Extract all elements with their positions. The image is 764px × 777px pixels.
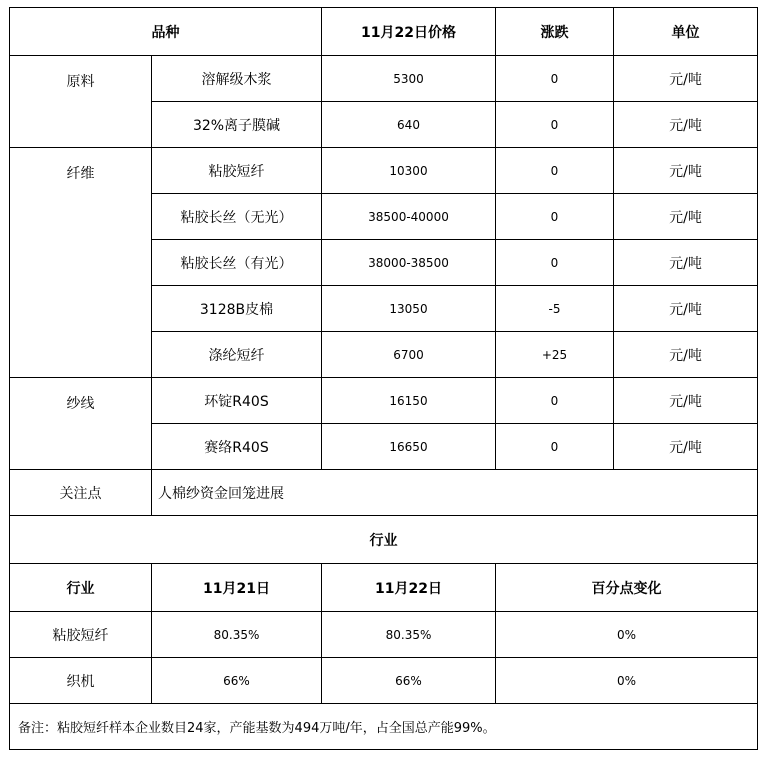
change-value: -5	[496, 286, 614, 332]
price-table	[9, 7, 758, 750]
price-value: 38000-38500	[322, 240, 496, 286]
industry-name: 织机	[10, 658, 152, 704]
product-name: 3128B皮棉	[152, 286, 322, 332]
table-row	[10, 56, 758, 102]
focus-row	[10, 470, 758, 516]
header-variety: 品种	[10, 8, 322, 56]
rate-nov22: 80.35%	[322, 612, 496, 658]
product-name: 环锭R40S	[152, 378, 322, 424]
note-text: 备注：粘胶短纤样本企业数目24家，产能基数为494万吨/年，占全国总产能99%。	[10, 704, 758, 750]
change-value: 0	[496, 56, 614, 102]
product-name: 32%离子膜碱	[152, 102, 322, 148]
unit-value: 元/吨	[614, 194, 758, 240]
unit-value: 元/吨	[614, 148, 758, 194]
change-value: +25	[496, 332, 614, 378]
header-unit: 单位	[614, 8, 758, 56]
table-row	[10, 612, 758, 658]
header-nov21: 11月21日	[152, 564, 322, 612]
industry-title-row	[10, 516, 758, 564]
product-name: 粘胶长丝（有光）	[152, 240, 322, 286]
change-value: 0	[496, 378, 614, 424]
header-industry: 行业	[10, 564, 152, 612]
table-row	[10, 148, 758, 194]
change-value: 0	[496, 148, 614, 194]
rate-nov22: 66%	[322, 658, 496, 704]
price-value: 16650	[322, 424, 496, 470]
table-row	[10, 378, 758, 424]
rate-nov21: 80.35%	[152, 612, 322, 658]
unit-value: 元/吨	[614, 286, 758, 332]
change-value: 0	[496, 102, 614, 148]
change-value: 0	[496, 194, 614, 240]
product-name: 涤纶短纤	[152, 332, 322, 378]
change-value: 0	[496, 240, 614, 286]
price-header-row	[10, 8, 758, 56]
unit-value: 元/吨	[614, 424, 758, 470]
price-value: 38500-40000	[322, 194, 496, 240]
category-cell: 纤维	[10, 148, 152, 378]
note-row	[10, 704, 758, 750]
industry-name: 粘胶短纤	[10, 612, 152, 658]
price-value: 6700	[322, 332, 496, 378]
focus-label: 关注点	[10, 470, 152, 516]
change-value: 0	[496, 424, 614, 470]
industry-header-row	[10, 564, 758, 612]
rate-nov21: 66%	[152, 658, 322, 704]
unit-value: 元/吨	[614, 102, 758, 148]
category-cell: 原料	[10, 56, 152, 148]
price-value: 10300	[322, 148, 496, 194]
pp-change-value: 0%	[496, 658, 758, 704]
price-value: 16150	[322, 378, 496, 424]
header-change: 涨跌	[496, 8, 614, 56]
unit-value: 元/吨	[614, 56, 758, 102]
product-name: 赛络R40S	[152, 424, 322, 470]
industry-title: 行业	[10, 516, 758, 564]
category-cell: 纱线	[10, 378, 152, 470]
unit-value: 元/吨	[614, 332, 758, 378]
unit-value: 元/吨	[614, 240, 758, 286]
product-name: 溶解级木浆	[152, 56, 322, 102]
price-value: 640	[322, 102, 496, 148]
header-pp-change: 百分点变化	[496, 564, 758, 612]
pp-change-value: 0%	[496, 612, 758, 658]
product-name: 粘胶短纤	[152, 148, 322, 194]
unit-value: 元/吨	[614, 378, 758, 424]
focus-text: 人棉纱资金回笼进展	[152, 470, 758, 516]
header-price: 11月22日价格	[322, 8, 496, 56]
table-row	[10, 658, 758, 704]
price-value: 5300	[322, 56, 496, 102]
product-name: 粘胶长丝（无光）	[152, 194, 322, 240]
price-value: 13050	[322, 286, 496, 332]
header-nov22: 11月22日	[322, 564, 496, 612]
